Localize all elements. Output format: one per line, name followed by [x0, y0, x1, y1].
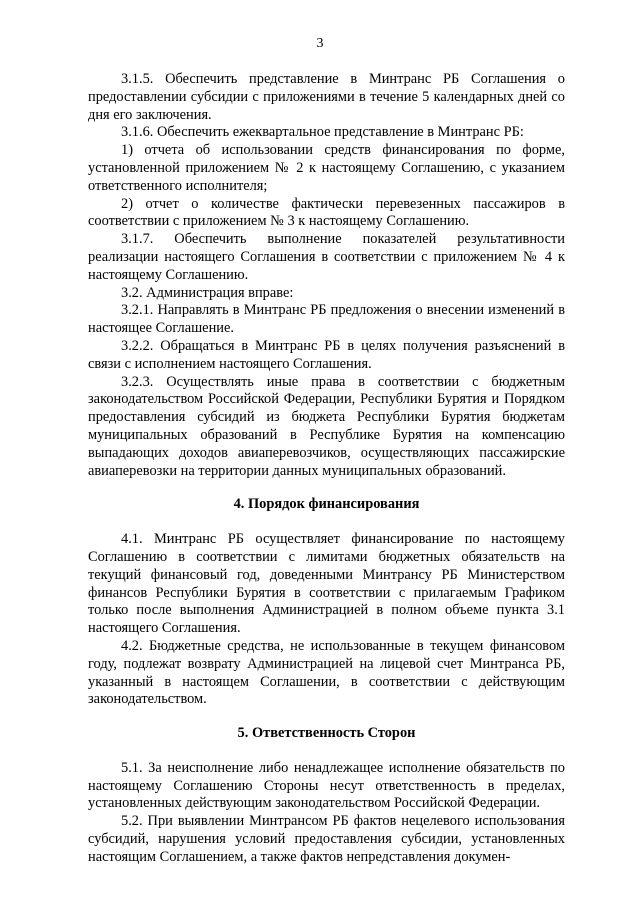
paragraph-3-1-6-item-1: 1) отчета об использовании средств финансирования по форме, установленной приложением № 2 к настоящему Соглашению, с указанием ответственного исполнителя;	[88, 142, 565, 194]
section-4-heading: 4. Порядок финансирования	[233, 496, 420, 513]
paragraph-3-1-6: 3.1.6. Обеспечить ежеквартальное представление в Минтранс РБ:	[121, 124, 524, 141]
paragraph-3-1-5: 3.1.5. Обеспечить представление в Минтранс РБ Соглашения о предоставлении субсидии с приложениями в течение 5 календарных дней со дня его заключения.	[88, 71, 565, 123]
paragraph-3-2-2: 3.2.2. Обращаться в Минтранс РБ в целях получения разъяснений в связи с исполнением настоящего Соглашения.	[88, 337, 565, 372]
paragraph-4-1: 4.1. Минтранс РБ осуществляет финансирование по настоящему Соглашению в соответствии с лимитами бюджетных обязательств на текущий финансовый год, доведенными Минтрансу РБ Министерством финансов Республики Бурятия в соответствии с прилагаемым Графиком только после выполнения Администрацией в полном объеме пункта 3.1 настоящего Соглашения.	[88, 531, 565, 637]
paragraph-3-2-3: 3.2.3. Осуществлять иные права в соответствии с бюджетным законодательством Российской Федерации, Республики Бурятия и Порядком предоставления субсидий из бюджета Республики Бурятия бюджетам муниципальных образований в Республике Бурятия на компенсацию выпадающих доходов авиаперевозчиков, осуществляющих пассажирские авиаперевозки на территории данных муниципальных образований.	[88, 373, 565, 479]
paragraph-3-1-6-item-2: 2) отчет о количестве фактически перевезенных пассажиров в соответствии с приложением № 3 к настоящему Соглашению.	[88, 195, 565, 230]
paragraph-4-2: 4.2. Бюджетные средства, не использованные в текущем финансовом году, подлежат возврату Администрацией на лицевой счет Минтранса РБ, указанный в настоящем Соглашении, в соответствии с действующим законодательством.	[88, 637, 565, 708]
paragraph-3-2-1: 3.2.1. Направлять в Минтранс РБ предложения о внесении изменений в настоящее Соглашение.	[88, 302, 565, 337]
paragraph-3-2: 3.2. Администрация вправе:	[121, 284, 294, 301]
section-5-heading: 5. Ответственность Сторон	[237, 725, 416, 742]
paragraph-5-2: 5.2. При выявлении Минтрансом РБ фактов нецелевого использования субсидий, нарушения условий предоставления субсидии, установленных настоящим Соглашением, а также фактов непредставления докумен-	[88, 813, 565, 865]
page-number: 3	[316, 36, 324, 51]
paragraph-3-1-7: 3.1.7. Обеспечить выполнение показателей результативности реализации настоящего Соглашения в соответствии с приложением № 4 к настоящему Соглашению.	[88, 231, 565, 283]
document-body	[88, 71, 565, 867]
paragraph-5-1: 5.1. За неисполнение либо ненадлежащее исполнение обязательств по настоящему Соглашению Стороны несут ответственность в пределах, установленных действующим законодательством Российской Федерации.	[88, 759, 565, 812]
